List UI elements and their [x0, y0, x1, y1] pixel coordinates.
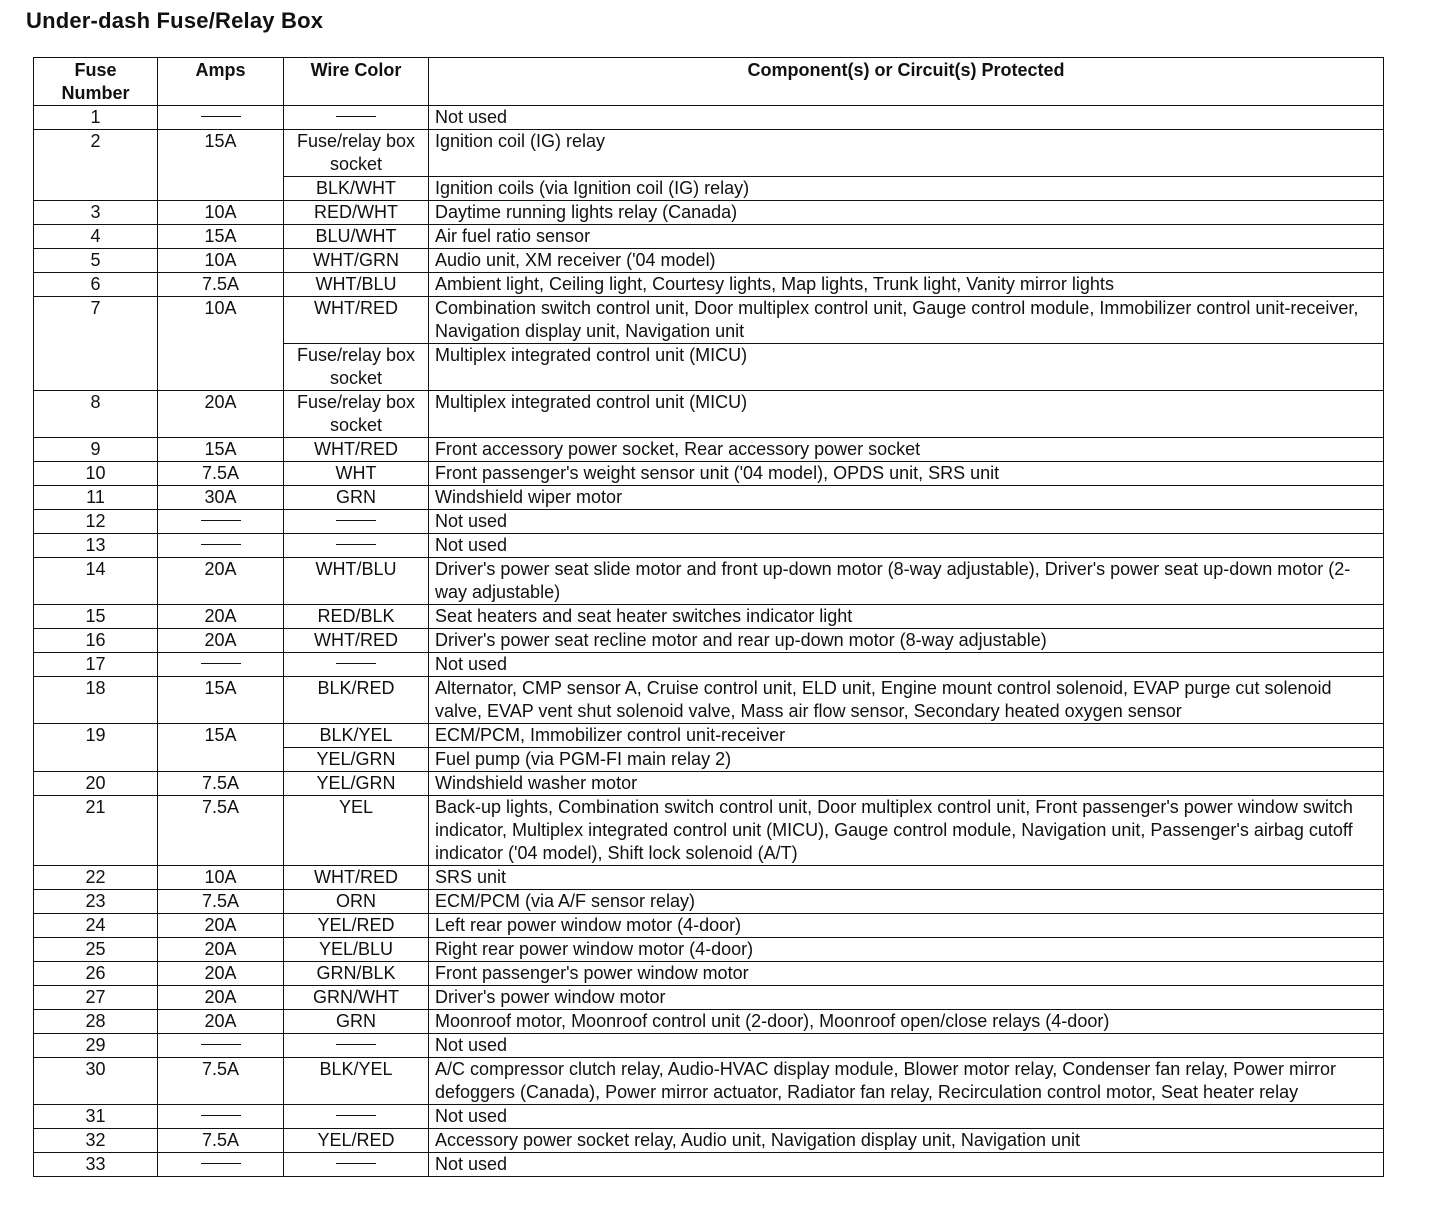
table-row [34, 510, 1384, 534]
fuse-number-cell: 14 [34, 558, 158, 605]
table-row [34, 225, 1384, 249]
empty-dash [201, 1163, 241, 1164]
fuse-number-cell: 23 [34, 890, 158, 914]
table-row [34, 605, 1384, 629]
wire-color-cell [284, 534, 429, 558]
fuse-number-cell: 26 [34, 962, 158, 986]
empty-dash [336, 116, 376, 117]
wire-color-cell: WHT/RED [284, 297, 429, 344]
fuse-number-cell: 29 [34, 1034, 158, 1058]
empty-dash [336, 1115, 376, 1116]
wire-color-cell: GRN [284, 1010, 429, 1034]
amps-cell: 15A [158, 225, 284, 249]
component-cell: Windshield washer motor [429, 772, 1384, 796]
amps-cell: 20A [158, 938, 284, 962]
fuse-number-cell: 2 [34, 130, 158, 201]
table-row [34, 796, 1384, 866]
amps-cell: 10A [158, 201, 284, 225]
table-row [34, 986, 1384, 1010]
amps-cell [158, 106, 284, 130]
table-row [34, 1058, 1384, 1105]
wire-color-cell: YEL/RED [284, 1129, 429, 1153]
amps-cell: 7.5A [158, 890, 284, 914]
table-row [34, 106, 1384, 130]
fuse-number-cell: 12 [34, 510, 158, 534]
table-row [34, 629, 1384, 653]
amps-cell: 15A [158, 724, 284, 772]
wire-color-cell [284, 1105, 429, 1129]
wire-color-cell: YEL [284, 796, 429, 866]
fuse-number-cell: 33 [34, 1153, 158, 1177]
component-cell: Not used [429, 534, 1384, 558]
amps-cell: 10A [158, 249, 284, 273]
wire-color-cell: Fuse/relay box socket [284, 344, 429, 391]
component-cell: Alternator, CMP sensor A, Cruise control unit, ELD unit, Engine mount control solenoid, EVAP purge cut solenoid valve, EVAP vent shut solenoid valve, Mass air flow sensor, Secondary heated oxygen sensor [429, 677, 1384, 724]
table-row [34, 534, 1384, 558]
wire-color-cell: BLK/YEL [284, 1058, 429, 1105]
table-row [34, 1105, 1384, 1129]
amps-cell: 20A [158, 558, 284, 605]
amps-cell: 20A [158, 605, 284, 629]
amps-cell [158, 1153, 284, 1177]
amps-cell: 20A [158, 962, 284, 986]
component-cell: Audio unit, XM receiver ('04 model) [429, 249, 1384, 273]
component-cell: ECM/PCM, Immobilizer control unit-receiver [429, 724, 1384, 748]
empty-dash [336, 520, 376, 521]
component-cell: Combination switch control unit, Door multiplex control unit, Gauge control module, Immobilizer control unit-receiver, Navigation display unit, Navigation unit [429, 297, 1384, 344]
fuse-number-cell: 32 [34, 1129, 158, 1153]
fuse-number-cell: 24 [34, 914, 158, 938]
table-row [34, 558, 1384, 605]
wire-color-cell: Fuse/relay box socket [284, 391, 429, 438]
empty-dash [201, 544, 241, 545]
component-cell: Driver's power seat recline motor and rear up-down motor (8-way adjustable) [429, 629, 1384, 653]
component-cell: SRS unit [429, 866, 1384, 890]
wire-color-cell: BLK/WHT [284, 177, 429, 201]
component-cell: Fuel pump (via PGM-FI main relay 2) [429, 748, 1384, 772]
component-cell: Air fuel ratio sensor [429, 225, 1384, 249]
amps-cell: 7.5A [158, 796, 284, 866]
fuse-number-cell: 16 [34, 629, 158, 653]
table-row [34, 438, 1384, 462]
empty-dash [336, 1044, 376, 1045]
wire-color-cell: Fuse/relay box socket [284, 130, 429, 177]
fuse-number-cell: 17 [34, 653, 158, 677]
component-cell: Back-up lights, Combination switch control unit, Door multiplex control unit, Front passenger's power window switch indicator, Multiplex integrated control unit (MICU), Gauge control module, Navigation unit, Passenger's airbag cutoff indicator ('04 model), Shift lock solenoid (A/T) [429, 796, 1384, 866]
empty-dash [336, 544, 376, 545]
wire-color-cell: ORN [284, 890, 429, 914]
wire-color-cell [284, 510, 429, 534]
wire-color-cell: RED/WHT [284, 201, 429, 225]
component-cell: Right rear power window motor (4-door) [429, 938, 1384, 962]
wire-color-cell: WHT/BLU [284, 273, 429, 297]
table-row [34, 938, 1384, 962]
component-cell: Not used [429, 653, 1384, 677]
amps-cell: 7.5A [158, 772, 284, 796]
fuse-number-cell: 9 [34, 438, 158, 462]
table-row [34, 1034, 1384, 1058]
fuse-number-cell: 27 [34, 986, 158, 1010]
fuse-number-cell: 11 [34, 486, 158, 510]
amps-cell: 15A [158, 438, 284, 462]
table-row [34, 130, 1384, 177]
header-fuse-number: Fuse Number [34, 58, 158, 106]
amps-cell [158, 534, 284, 558]
header-amps: Amps [158, 58, 284, 106]
component-cell: Not used [429, 106, 1384, 130]
wire-color-cell [284, 106, 429, 130]
empty-dash [201, 1044, 241, 1045]
amps-cell: 30A [158, 486, 284, 510]
component-cell: Ignition coils (via Ignition coil (IG) relay) [429, 177, 1384, 201]
table-row [34, 724, 1384, 748]
wire-color-cell [284, 1153, 429, 1177]
amps-cell: 20A [158, 986, 284, 1010]
amps-cell: 20A [158, 391, 284, 438]
component-cell: Front passenger's weight sensor unit ('04 model), OPDS unit, SRS unit [429, 462, 1384, 486]
amps-cell: 15A [158, 130, 284, 201]
empty-dash [336, 663, 376, 664]
component-cell: Multiplex integrated control unit (MICU) [429, 391, 1384, 438]
amps-cell: 20A [158, 914, 284, 938]
wire-color-cell: BLK/RED [284, 677, 429, 724]
component-cell: Ambient light, Ceiling light, Courtesy lights, Map lights, Trunk light, Vanity mirror lights [429, 273, 1384, 297]
component-cell: Accessory power socket relay, Audio unit, Navigation display unit, Navigation unit [429, 1129, 1384, 1153]
component-cell: Not used [429, 1034, 1384, 1058]
amps-cell: 7.5A [158, 1058, 284, 1105]
wire-color-cell: YEL/BLU [284, 938, 429, 962]
wire-color-cell: WHT/RED [284, 629, 429, 653]
table-row [34, 1010, 1384, 1034]
wire-color-cell: YEL/GRN [284, 748, 429, 772]
amps-cell [158, 1105, 284, 1129]
component-cell: Multiplex integrated control unit (MICU) [429, 344, 1384, 391]
fuse-number-cell: 15 [34, 605, 158, 629]
amps-cell: 7.5A [158, 462, 284, 486]
wire-color-cell: GRN/BLK [284, 962, 429, 986]
fuse-number-cell: 3 [34, 201, 158, 225]
component-cell: A/C compressor clutch relay, Audio-HVAC display module, Blower motor relay, Condenser fan relay, Power mirror defoggers (Canada), Power mirror actuator, Radiator fan relay, Recirculation control motor, Seat heater relay [429, 1058, 1384, 1105]
component-cell: Ignition coil (IG) relay [429, 130, 1384, 177]
wire-color-cell: WHT/RED [284, 866, 429, 890]
fuse-number-cell: 13 [34, 534, 158, 558]
component-cell: Front accessory power socket, Rear accessory power socket [429, 438, 1384, 462]
empty-dash [201, 663, 241, 664]
amps-cell: 15A [158, 677, 284, 724]
wire-color-cell: BLK/YEL [284, 724, 429, 748]
component-cell: Not used [429, 510, 1384, 534]
table-row [34, 914, 1384, 938]
table-row [34, 486, 1384, 510]
amps-cell [158, 1034, 284, 1058]
amps-cell: 7.5A [158, 1129, 284, 1153]
fuse-number-cell: 20 [34, 772, 158, 796]
fuse-number-cell: 31 [34, 1105, 158, 1129]
wire-color-cell: WHT/BLU [284, 558, 429, 605]
amps-cell: 7.5A [158, 273, 284, 297]
table-row [34, 866, 1384, 890]
fuse-number-cell: 8 [34, 391, 158, 438]
wire-color-cell: YEL/GRN [284, 772, 429, 796]
component-cell: Daytime running lights relay (Canada) [429, 201, 1384, 225]
header-wire-color: Wire Color [284, 58, 429, 106]
fuse-table [33, 57, 1384, 1177]
fuse-number-cell: 10 [34, 462, 158, 486]
fuse-table-body [34, 106, 1384, 1177]
component-cell: Not used [429, 1153, 1384, 1177]
component-cell: Not used [429, 1105, 1384, 1129]
page-title: Under-dash Fuse/Relay Box [26, 8, 324, 33]
table-row [34, 249, 1384, 273]
fuse-number-cell: 25 [34, 938, 158, 962]
amps-cell: 20A [158, 1010, 284, 1034]
fuse-number-cell: 19 [34, 724, 158, 772]
component-cell: ECM/PCM (via A/F sensor relay) [429, 890, 1384, 914]
table-row [34, 201, 1384, 225]
fuse-number-cell: 21 [34, 796, 158, 866]
table-header-row [34, 58, 1384, 106]
empty-dash [201, 116, 241, 117]
component-cell: Left rear power window motor (4-door) [429, 914, 1384, 938]
wire-color-cell: WHT/RED [284, 438, 429, 462]
amps-cell [158, 653, 284, 677]
table-row [34, 391, 1384, 438]
table-row [34, 772, 1384, 796]
component-cell: Moonroof motor, Moonroof control unit (2-door), Moonroof open/close relays (4-door) [429, 1010, 1384, 1034]
component-cell: Windshield wiper motor [429, 486, 1384, 510]
empty-dash [201, 520, 241, 521]
wire-color-cell: WHT [284, 462, 429, 486]
table-row [34, 297, 1384, 344]
wire-color-cell: BLU/WHT [284, 225, 429, 249]
fuse-number-cell: 28 [34, 1010, 158, 1034]
component-cell: Seat heaters and seat heater switches indicator light [429, 605, 1384, 629]
fuse-number-cell: 30 [34, 1058, 158, 1105]
empty-dash [336, 1163, 376, 1164]
table-row [34, 1129, 1384, 1153]
table-row [34, 890, 1384, 914]
wire-color-cell: GRN/WHT [284, 986, 429, 1010]
amps-cell: 20A [158, 629, 284, 653]
wire-color-cell [284, 653, 429, 677]
table-row [34, 677, 1384, 724]
table-row [34, 1153, 1384, 1177]
amps-cell [158, 510, 284, 534]
fuse-number-cell: 6 [34, 273, 158, 297]
fuse-number-cell: 1 [34, 106, 158, 130]
wire-color-cell: GRN [284, 486, 429, 510]
wire-color-cell: WHT/GRN [284, 249, 429, 273]
amps-cell: 10A [158, 297, 284, 391]
component-cell: Driver's power window motor [429, 986, 1384, 1010]
fuse-number-cell: 5 [34, 249, 158, 273]
table-row [34, 962, 1384, 986]
fuse-number-cell: 18 [34, 677, 158, 724]
amps-cell: 10A [158, 866, 284, 890]
empty-dash [201, 1115, 241, 1116]
component-cell: Driver's power seat slide motor and front up-down motor (8-way adjustable), Driver's power seat up-down motor (2-way adjustable) [429, 558, 1384, 605]
table-row [34, 462, 1384, 486]
fuse-number-cell: 4 [34, 225, 158, 249]
fuse-number-cell: 7 [34, 297, 158, 391]
wire-color-cell: RED/BLK [284, 605, 429, 629]
header-component: Component(s) or Circuit(s) Protected [429, 58, 1384, 106]
wire-color-cell [284, 1034, 429, 1058]
table-row [34, 273, 1384, 297]
component-cell: Front passenger's power window motor [429, 962, 1384, 986]
fuse-number-cell: 22 [34, 866, 158, 890]
wire-color-cell: YEL/RED [284, 914, 429, 938]
table-row [34, 653, 1384, 677]
